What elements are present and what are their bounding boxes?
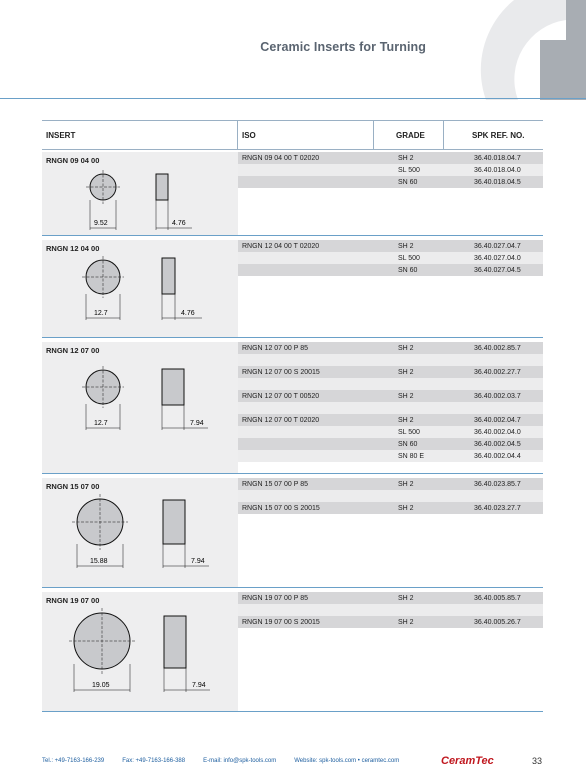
table-row	[238, 604, 543, 616]
table-row: RNGN 12 07 00 S 20015 SH 2 36.40.002.27.7	[238, 366, 543, 378]
section-rows	[238, 152, 543, 188]
page-title: Ceramic Inserts for Turning	[260, 40, 426, 54]
insert-cell	[42, 342, 238, 473]
table-row: SL 500 36.40.027.04.0	[238, 252, 543, 264]
thickness-label: 4.76	[181, 310, 195, 317]
insert-drawing	[42, 240, 238, 338]
table-row: SN 60 36.40.018.04.5	[238, 176, 543, 188]
thickness-label: 4.76	[172, 220, 186, 227]
insert-cell	[42, 240, 238, 337]
table-row: RNGN 12 07 00 P 85 SH 2 36.40.002.85.7	[238, 342, 543, 354]
insert-cell	[42, 592, 238, 711]
footer-email-link[interactable]: E-mail: info@spk-tools.com	[203, 758, 277, 764]
diameter-label: 12.7	[94, 420, 108, 427]
page-number: 33	[532, 756, 543, 766]
table-row: RNGN 12 07 00 T 00520 SH 2 36.40.002.03.7	[238, 390, 543, 402]
col-header-ref: SPK REF. NO.	[472, 130, 525, 140]
inserts-table	[42, 120, 543, 689]
insert-name: RNGN 09 04 00	[46, 156, 100, 165]
footer-tel: Tel.: +49-7163-166-239	[42, 758, 105, 764]
footer-fax: Fax: +49-7163-166-388	[122, 758, 186, 764]
col-header-insert: INSERT	[42, 121, 238, 149]
thickness-label: 7.94	[190, 420, 204, 427]
insert-name: RNGN 12 04 00	[46, 244, 100, 253]
section-rows	[238, 478, 543, 514]
table-header	[42, 120, 543, 150]
table-row: SL 500 36.40.018.04.0	[238, 164, 543, 176]
diameter-label: 9.52	[94, 220, 108, 227]
diameter-label: 12.7	[94, 310, 108, 317]
table-row: SN 60 36.40.002.04.5	[238, 438, 543, 450]
section-rows	[238, 342, 543, 462]
table-row	[238, 378, 543, 390]
corner-logo-graphic	[446, 0, 586, 100]
table-row: RNGN 15 07 00 P 85 SH 2 36.40.023.85.7	[238, 478, 543, 490]
section-rows	[238, 592, 543, 628]
insert-drawing	[42, 592, 238, 712]
insert-drawing	[42, 152, 238, 236]
insert-drawing	[42, 478, 238, 588]
table-row	[238, 490, 543, 502]
table-row: SL 500 36.40.002.04.0	[238, 426, 543, 438]
insert-name: RNGN 15 07 00	[46, 482, 100, 491]
section-rngn-120700	[42, 342, 543, 474]
diameter-label: 19.05	[92, 682, 110, 689]
col-header-grade: GRADE	[374, 121, 444, 149]
col-header-iso: ISO	[238, 121, 374, 149]
thickness-label: 7.94	[192, 682, 206, 689]
table-row: RNGN 19 07 00 S 20015 SH 2 36.40.005.26.7	[238, 616, 543, 628]
footer-website-link[interactable]: Website: spk-tools.com • ceramtec.com	[294, 758, 400, 764]
section-rngn-150700	[42, 478, 543, 588]
section-rngn-090400	[42, 152, 543, 236]
insert-cell	[42, 478, 238, 587]
table-row: RNGN 12 07 00 T 02020 SH 2 36.40.002.04.7	[238, 414, 543, 426]
insert-name: RNGN 12 07 00	[46, 346, 100, 355]
insert-cell	[42, 152, 238, 235]
table-row	[238, 402, 543, 414]
footer-contacts	[42, 758, 399, 764]
table-row	[238, 354, 543, 366]
section-rngn-120400	[42, 240, 543, 338]
table-row: RNGN 12 04 00 T 02020 SH 2 36.40.027.04.7	[238, 240, 543, 252]
insert-name: RNGN 19 07 00	[46, 596, 100, 605]
insert-drawing	[42, 342, 238, 474]
table-row: SN 60 36.40.027.04.5	[238, 264, 543, 276]
section-rngn-190700	[42, 592, 543, 712]
diameter-label: 15.88	[90, 558, 108, 565]
table-row: RNGN 15 07 00 S 20015 SH 2 36.40.023.27.7	[238, 502, 543, 514]
table-row: RNGN 19 07 00 P 85 SH 2 36.40.005.85.7	[238, 592, 543, 604]
section-rows	[238, 240, 543, 276]
header-divider	[0, 98, 586, 99]
ceramtec-logo: CeramTec	[441, 755, 494, 767]
thickness-label: 7.94	[191, 558, 205, 565]
table-row: RNGN 09 04 00 T 02020 SH 2 36.40.018.04.7	[238, 152, 543, 164]
table-row: SN 80 E 36.40.002.04.4	[238, 450, 543, 462]
